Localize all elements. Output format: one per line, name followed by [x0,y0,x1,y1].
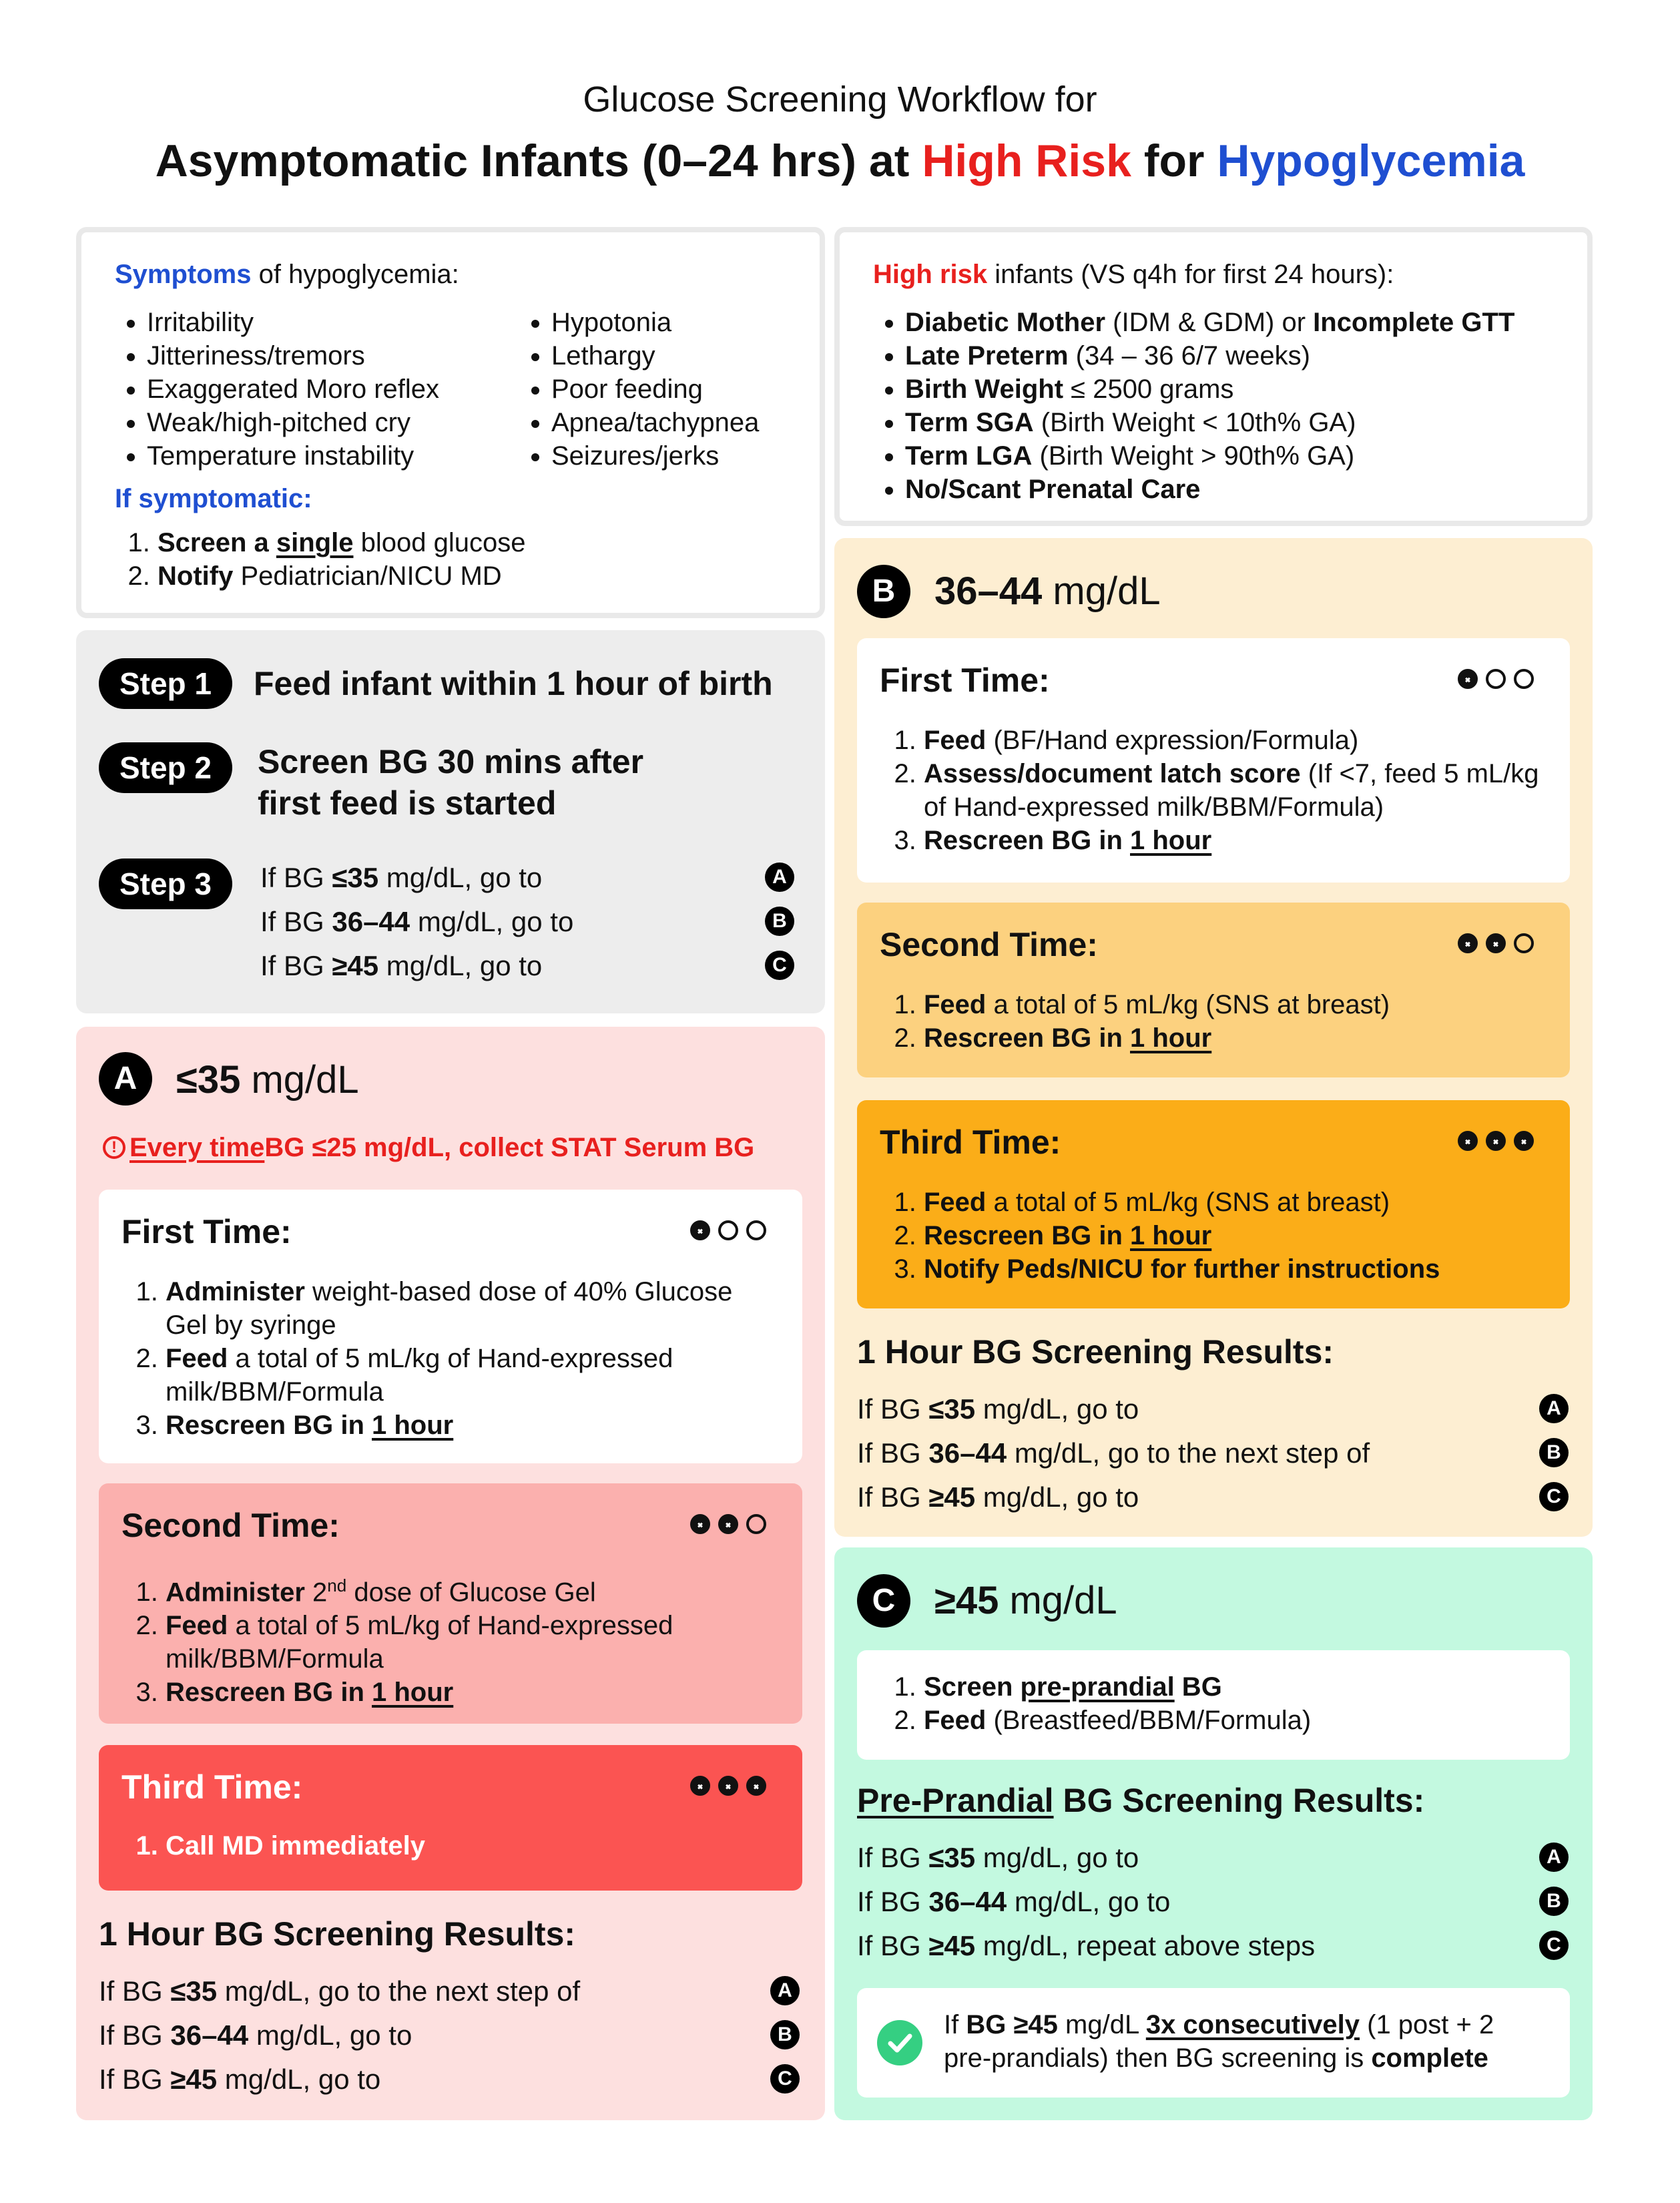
link-c-icon[interactable]: C [770,2064,800,2094]
range-unit: mg/dL [999,1579,1117,1622]
row-bold: 36–44 [928,1437,1007,1469]
row-pre: If BG [99,2063,171,2095]
row-pre: If BG [99,2019,171,2051]
item-underline: 1 hour [1130,826,1212,855]
results-title-underline: Pre-Prandial [857,1782,1054,1819]
row-bold: ≥45 [170,2063,218,2095]
step2-text [258,741,643,824]
link-a-icon[interactable]: A [765,863,794,892]
complete-c: mg/dL [1057,2010,1146,2039]
item-sup: nd [327,1575,347,1596]
list-item [924,1186,1545,1219]
step2-pill: Step 2 [99,742,232,793]
row-bold: ≥45 [928,1930,976,1961]
dot-filled-icon [1486,933,1506,953]
section-a-range [176,1057,359,1103]
c-steps-list [870,1670,1545,1737]
range-bold: 36–44 [934,569,1043,613]
complete-e: (1 post + 2 [1360,2010,1494,2039]
row-pre: If BG [260,950,332,981]
symptoms-col1 [104,306,505,473]
list-item [166,1342,780,1409]
range-bold: ≥45 [934,1579,999,1622]
b-result-row [857,1393,1139,1426]
alert-icon: ! [103,1136,125,1159]
a-third-time-card [99,1745,802,1891]
symptom-item: • Weak/high-pitched cry [147,406,505,439]
item-rest: (Birth Weight < 10th% GA) [1033,408,1356,437]
list-item [166,1275,780,1342]
item-underline: pre-prandial [1020,1672,1175,1702]
a-first-time-card [99,1190,802,1463]
row-pre: If BG [857,1481,929,1513]
title-line1: Glucose Screening Workflow for [583,79,1097,119]
complete-b: BG ≥45 [966,2010,1058,2039]
progress-dots-2-of-3 [1458,933,1534,953]
complete-line1 [944,2008,1558,2041]
dot-empty-icon [746,1220,766,1240]
item-bold: Term LGA [905,441,1033,471]
section-c [834,1547,1593,2120]
b-second-time-card [857,903,1570,1077]
item-underline: 1 hour [372,1678,454,1708]
if-symptomatic-heading: If symptomatic: [115,484,312,513]
item-rest: weight-based dose of 40% Glucose Gel by syringe [166,1277,733,1340]
progress-dots-1-of-3 [690,1220,766,1240]
link-a-icon[interactable]: A [1539,1394,1569,1423]
list-item [166,1569,780,1609]
b-first-time-list [870,724,1545,857]
symptoms-heading-bold: Symptoms [115,260,252,289]
check-icon [877,2020,922,2065]
item-bold: Feed [924,1706,987,1735]
row-pre: If BG [857,1930,929,1961]
list-item [924,988,1545,1021]
step1-text: Feed infant within 1 hour of birth [254,665,773,702]
row-post: mg/dL, repeat above steps [975,1930,1316,1961]
row-bold: 36–44 [170,2019,249,2051]
item-bold: Rescreen BG in [166,1411,372,1440]
symptoms-heading-rest: of hypoglycemia: [251,260,459,289]
b-result-row [857,1481,1139,1514]
item-bold2: BG [1174,1672,1222,1702]
link-c-icon[interactable]: C [1539,1931,1569,1960]
row-bold: ≤35 [928,1393,976,1425]
b-second-time-title: Second Time: [880,926,1098,963]
row-pre: If BG [857,1393,929,1425]
item-rest: (34 – 36 6/7 weeks) [1068,341,1310,371]
list-item [166,1676,780,1709]
list-item [924,1219,1545,1252]
a-second-time-title: Second Time: [121,1507,340,1544]
section-c-badge: C [857,1574,910,1628]
dot-empty-icon [746,1514,766,1534]
page-title [0,135,1680,187]
item-rest: ≤ 2500 grams [1063,375,1234,404]
row-post: mg/dL, go to [975,1842,1139,1873]
item-rest: a total of 5 mL/kg of Hand-expressed milk/BBM/Formula [166,1611,673,1674]
range-bold: ≤35 [176,1058,241,1102]
step2-line2: first feed is started [258,784,557,822]
row-post: mg/dL, go to [975,1481,1139,1513]
b-second-time-list [870,988,1545,1055]
row-post: mg/dL, go to [975,1393,1139,1425]
high-risk-heading-bold: High risk [873,260,988,289]
row-post: mg/dL, go to the next step of [217,1975,581,2007]
row-bold: ≤35 [332,862,379,893]
b-third-time-list [870,1186,1545,1286]
dot-empty-icon [1486,669,1506,689]
progress-dots-3-of-3 [1458,1131,1534,1151]
item-bold: Late Preterm [905,341,1069,371]
item-bold: Rescreen BG in [166,1678,372,1708]
link-c-icon[interactable]: C [765,951,794,980]
item-bold: Rescreen BG in [924,1221,1131,1250]
dot-filled-icon [718,1776,738,1796]
symptom-item: • Apnea/tachypnea [551,406,816,439]
high-risk-item [905,439,1583,473]
item-underline: 1 hour [1130,1023,1212,1053]
item-bold: Rescreen BG in [924,826,1131,855]
list-item [924,1021,1545,1055]
row-bold: 36–44 [928,1886,1007,1917]
a-second-time-list [112,1569,780,1709]
symptom-item: • Lethargy [551,339,816,373]
step1-pill: Step 1 [99,658,232,709]
progress-dots-3-of-3 [690,1776,766,1796]
section-b-badge: B [857,565,910,618]
dot-filled-icon [690,1776,710,1796]
item-rest: a total of 5 mL/kg (SNS at breast) [986,990,1390,1019]
dot-filled-icon [690,1514,710,1534]
dot-filled-icon [718,1514,738,1534]
row-pre: If BG [260,906,332,937]
symptom-item: • Irritability [147,306,505,339]
dot-empty-icon [1514,669,1534,689]
row-bold: ≥45 [332,950,379,981]
list-item [924,1704,1545,1737]
dot-filled-icon [1486,1131,1506,1151]
a-result-row [99,2063,380,2096]
progress-dots-2-of-3 [690,1514,766,1534]
a-third-time-title: Third Time: [121,1768,303,1806]
symptoms-heading [115,258,459,291]
item-rest: (BF/Hand expression/Formula) [986,726,1359,755]
complete-f: pre-prandials) then BG screening is [944,2043,1372,2073]
item-bold: Administer [166,1577,305,1608]
symptoms-card [76,227,825,618]
b-results-title: 1 Hour BG Screening Results: [857,1333,1334,1371]
stat-alert [103,1131,754,1164]
row-pre: If BG [857,1437,929,1469]
progress-dots-1-of-3 [1458,669,1534,689]
c-result-row [857,1841,1139,1875]
row-pre: If BG [857,1842,929,1873]
symptom-item: • Hypotonia [551,306,816,339]
symptomatic-step [158,559,812,593]
row-post: mg/dL, go to [1007,1886,1171,1917]
symptoms-col2 [509,306,816,473]
step-bold: Notify [158,561,234,591]
list-item [924,724,1545,757]
symptom-item: • Seizures/jerks [551,439,816,473]
a-second-time-card [99,1483,802,1724]
complete-text [944,2008,1558,2075]
step3-pill: Step 3 [99,859,232,909]
row-post: mg/dL, go to [217,2063,381,2095]
dot-filled-icon [1458,669,1478,689]
link-a-icon[interactable]: A [770,1976,800,2005]
item-bold: Feed [166,1611,228,1641]
high-risk-item [905,373,1583,406]
title-part-c: for [1131,136,1217,186]
high-risk-card [834,227,1593,526]
step3-row [260,949,542,983]
item-bold: Feed [166,1344,228,1373]
dot-filled-icon [1458,933,1478,953]
b-first-time-title: First Time: [880,662,1050,699]
item-mid: 2 [304,1577,328,1608]
item-bold: Birth Weight [905,375,1064,404]
a-result-row [99,2019,412,2052]
row-pre: If BG [857,1886,929,1917]
step-underline: single [276,528,354,557]
list-item [924,1670,1545,1704]
link-a-icon[interactable]: A [1539,1843,1569,1872]
a-first-time-title: First Time: [121,1213,292,1250]
row-post: mg/dL, go to [248,2019,412,2051]
dot-filled-icon [746,1776,766,1796]
a-result-row [99,1975,580,2008]
section-a [76,1027,825,2120]
list-item [166,1609,780,1676]
dot-empty-icon [1514,933,1534,953]
row-post: mg/dL, go to [410,906,574,937]
b-result-row [857,1437,1370,1470]
item-bold: Administer [166,1277,305,1306]
complete-a: If [944,2010,966,2039]
c-steps-card [857,1650,1570,1760]
item-bold: Diabetic Mother [905,308,1106,337]
complete-g: complete [1371,2043,1488,2073]
results-title-rest: BG Screening Results: [1053,1782,1425,1819]
high-risk-item [905,473,1583,506]
step-rest: Pediatrician/NICU MD [233,561,502,591]
title-part-a: Asymptomatic Infants (0–24 hrs) at [155,136,922,186]
step3-row [260,861,542,895]
a-third-time-list [112,1829,780,1863]
step2-line1: Screen BG 30 mins after [258,743,644,780]
step-rest: blood glucose [353,528,526,557]
list-item [924,1252,1545,1286]
link-b-icon[interactable]: B [765,907,794,936]
symptomatic-step [158,526,812,559]
item-rest: (IDM & GDM) or [1105,308,1314,337]
row-pre: If BG [99,1975,171,2007]
section-a-badge: A [99,1052,152,1106]
row-pre: If BG [260,862,332,893]
c-complete-card [857,1988,1570,2098]
row-post: mg/dL, go to [378,950,543,981]
if-symptomatic-steps [104,526,812,593]
row-bold: 36–44 [332,906,410,937]
symptom-item: • Temperature instability [147,439,505,473]
c-result-row [857,1929,1315,1963]
section-b-range [934,569,1161,614]
step3-row [260,905,573,939]
high-risk-list [862,306,1583,506]
title-hypoglycemia: Hypoglycemia [1217,136,1525,186]
item-underline: 1 hour [1130,1221,1212,1250]
a-results-title: 1 Hour BG Screening Results: [99,1915,576,1953]
link-c-icon[interactable]: C [1539,1482,1569,1511]
dot-filled-icon [1514,1131,1534,1151]
row-bold: ≤35 [928,1842,976,1873]
item-bold: No/Scant Prenatal Care [905,475,1201,504]
c-result-row [857,1885,1170,1919]
list-item: 1. Call MD immediately [166,1829,780,1863]
alert-underline: Every time [129,1133,265,1162]
c-results-title [857,1781,1424,1820]
row-post: mg/dL, go to [378,862,543,893]
alert-rest: BG ≤25 mg/dL, collect STAT Serum BG [264,1133,755,1162]
row-bold: ≥45 [928,1481,976,1513]
range-unit: mg/dL [1042,569,1161,613]
item-bold: Feed [924,726,987,755]
b-first-time-card [857,638,1570,883]
dot-empty-icon [718,1220,738,1240]
item-rest: (Breastfeed/BBM/Formula) [986,1706,1312,1735]
item-rest: (Birth Weight > 90th% GA) [1032,441,1355,471]
link-b-icon[interactable]: B [770,2020,800,2049]
item-rest: a total of 5 mL/kg of Hand-expressed milk/BBM/Formula [166,1344,673,1407]
high-risk-item [905,406,1583,439]
complete-line2 [944,2041,1558,2075]
b-third-time-card [857,1100,1570,1308]
symptom-item: • Poor feeding [551,373,816,406]
link-b-icon[interactable]: B [1539,1887,1569,1916]
item-rest: (If <7, feed 5 mL/kg of Hand-expressed milk/BBM/Formula) [924,759,1539,822]
high-risk-item [905,339,1583,373]
high-risk-heading [873,258,1394,291]
steps-box [76,630,825,1013]
list-item [924,757,1545,824]
item-bold: Feed [924,1188,987,1217]
title-high-risk: High Risk [922,136,1131,186]
section-b [834,538,1593,1537]
item-rest: a total of 5 mL/kg (SNS at breast) [986,1188,1390,1217]
dot-filled-icon [690,1220,710,1240]
item-bold: Feed [924,990,987,1019]
step-bold: Screen a [158,528,276,557]
high-risk-item [905,306,1583,339]
item-bold: Rescreen BG in [924,1023,1131,1053]
row-post: mg/dL, go to the next step of [1007,1437,1370,1469]
a-first-time-list [112,1275,780,1442]
list-item [924,824,1545,857]
list-item [166,1409,780,1442]
range-unit: mg/dL [240,1058,359,1102]
symptom-item: • Jitteriness/tremors [147,339,505,373]
high-risk-heading-rest: infants (VS q4h for first 24 hours): [987,260,1394,289]
complete-d: 3x consecutively [1145,2010,1360,2039]
item-bold: Assess/document latch score [924,759,1301,788]
section-c-range [934,1578,1117,1624]
row-bold: ≤35 [170,1975,218,2007]
item-bold2: Incomplete GTT [1313,308,1515,337]
dot-filled-icon [1458,1131,1478,1151]
item-bold: Notify Peds/NICU for further instructions [924,1254,1440,1284]
item-bold: Term SGA [905,408,1034,437]
link-b-icon[interactable]: B [1539,1438,1569,1467]
b-third-time-title: Third Time: [880,1124,1061,1161]
item-bold: Screen [924,1672,1021,1702]
item-underline: 1 hour [372,1411,454,1440]
symptom-item: • Exaggerated Moro reflex [147,373,505,406]
item-rest: dose of Glucose Gel [346,1577,596,1608]
